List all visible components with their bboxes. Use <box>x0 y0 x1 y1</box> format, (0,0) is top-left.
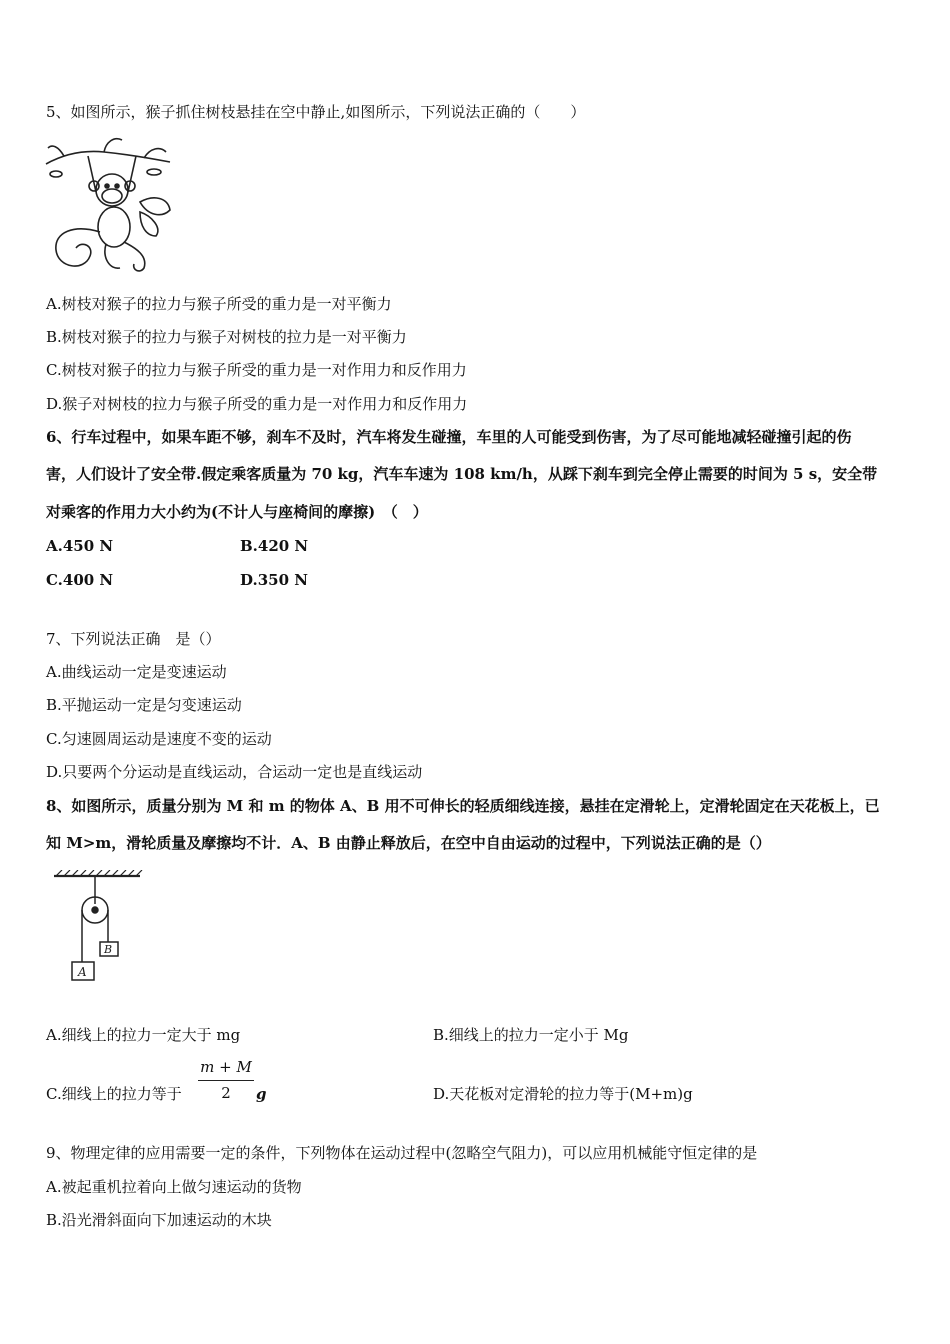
q8-option-c-suffix: g <box>256 1085 267 1103</box>
fraction-bar <box>198 1080 254 1081</box>
q8-option-c-prefix: C.细线上的拉力等于 <box>46 1085 182 1103</box>
q5-option-a: A.树枝对猴子的拉力与猴子所受的重力是一对平衡力 <box>46 295 392 313</box>
q6-stem-line3: 对乘客的作用力大小约为(不计人与座椅间的摩擦) （ ） <box>46 503 428 521</box>
monkey-figure <box>44 132 174 277</box>
q8-option-b: B.细线上的拉力一定小于 Mg <box>433 1026 629 1044</box>
q7-option-c: C.匀速圆周运动是速度不变的运动 <box>46 730 272 748</box>
pulley-figure <box>50 870 146 986</box>
q8-stem-line2: 知 M>m，滑轮质量及摩擦均不计．A、B 由静止释放后，在空中自由运动的过程中，下列说法正确的是（） <box>46 834 771 852</box>
q5-option-d: D.猴子对树枝的拉力与猴子所受的重力是一对作用力和反作用力 <box>46 395 468 413</box>
q5-option-c: C.树枝对猴子的拉力与猴子所受的重力是一对作用力和反作用力 <box>46 361 467 379</box>
q6-stem-line1: 6、行车过程中，如果车距不够，刹车不及时，汽车将发生碰撞，车里的人可能受到伤害，为了尽可能地减轻碰撞引起的伤 <box>46 428 852 446</box>
q5-stem: 5、如图所示，猴子抓住树枝悬挂在空中静止,如图所示，下列说法正确的（ ） <box>46 103 586 121</box>
q7-option-d: D.只要两个分运动是直线运动，合运动一定也是直线运动 <box>46 763 423 781</box>
q9-stem: 9、物理定律的应用需要一定的条件，下列物体在运动过程中(忽略空气阻力)，可以应用机械能守恒定律的是 <box>46 1144 758 1162</box>
q8-option-c-numerator: m + M <box>200 1058 252 1076</box>
q6-stem-line2: 害，人们设计了安全带.假定乘客质量为 70 kg，汽车车速为 108 km/h，从踩下刹车到完全停止需要的时间为 5 s，安全带 <box>46 465 878 483</box>
q9-option-a: A.被起重机拉着向上做匀速运动的货物 <box>46 1178 302 1196</box>
q7-option-a: A.曲线运动一定是变速运动 <box>46 663 227 681</box>
q5-option-b: B.树枝对猴子的拉力与猴子对树枝的拉力是一对平衡力 <box>46 328 407 346</box>
q8-option-c-denominator: 2 <box>221 1084 231 1102</box>
q6-option-d: D.350 N <box>240 571 308 589</box>
q6-option-b: B.420 N <box>240 537 309 555</box>
block-b-label: B <box>104 943 113 956</box>
q6-option-a: A.450 N <box>46 537 114 555</box>
q8-option-a: A.细线上的拉力一定大于 mg <box>46 1026 241 1044</box>
q7-option-b: B.平抛运动一定是匀变速运动 <box>46 696 242 714</box>
q8-stem-line1: 8、如图所示，质量分别为 M 和 m 的物体 A、B 用不可伸长的轻质细线连接，悬挂在定滑轮上，定滑轮固定在天花板上，已 <box>46 797 880 815</box>
q7-stem: 7、下列说法正确 是（） <box>46 630 221 648</box>
q9-option-b: B.沿光滑斜面向下加速运动的木块 <box>46 1211 272 1229</box>
q6-option-c: C.400 N <box>46 571 114 589</box>
q8-option-d: D.天花板对定滑轮的拉力等于(M+m)g <box>433 1085 693 1103</box>
block-a-label: A <box>78 965 87 979</box>
